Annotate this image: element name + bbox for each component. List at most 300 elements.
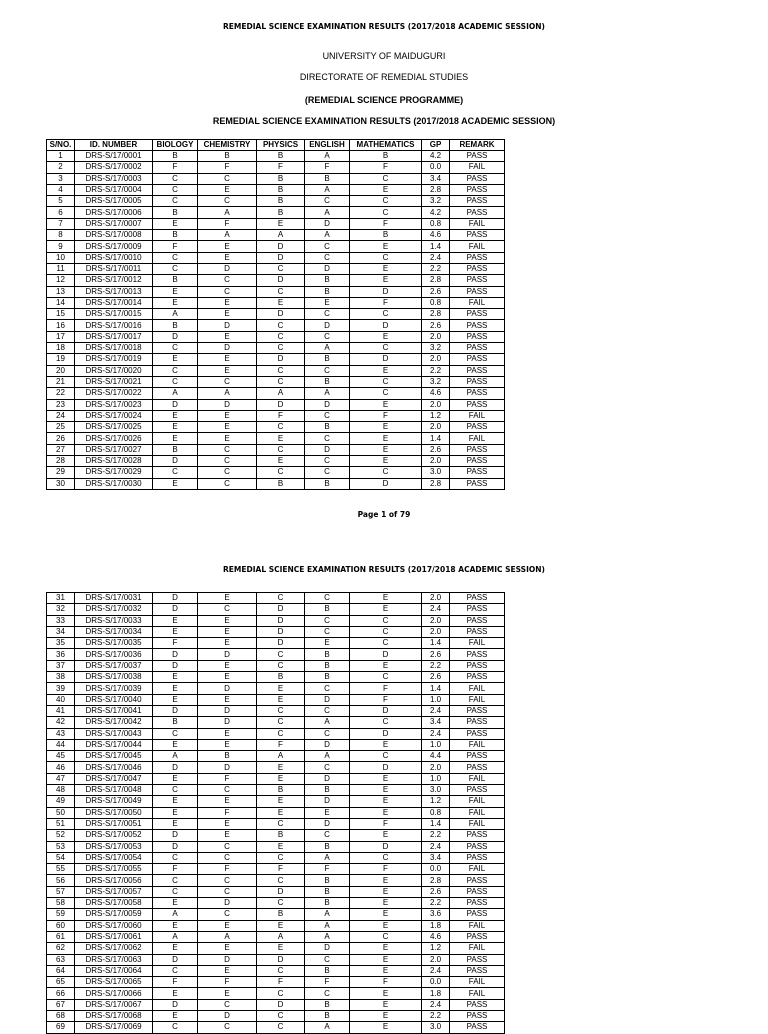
table-row xyxy=(47,965,505,976)
physics-grade-cell: B xyxy=(257,173,305,184)
gp-cell: 2.4 xyxy=(422,728,450,739)
gp-cell: 3.6 xyxy=(422,909,450,920)
remark-cell: PASS xyxy=(450,954,505,965)
english-grade-cell: C xyxy=(305,762,350,773)
id-number-cell: DRS-S/17/0019 xyxy=(75,354,153,365)
sno-cell: 5 xyxy=(47,196,75,207)
biology-grade-cell: E xyxy=(153,1010,198,1021)
mathematics-grade-cell: C xyxy=(350,376,422,387)
id-number-cell: DRS-S/17/0022 xyxy=(75,388,153,399)
english-grade-cell: D xyxy=(305,320,350,331)
gp-cell: 2.0 xyxy=(422,456,450,467)
mathematics-grade-cell: E xyxy=(350,785,422,796)
sno-cell: 10 xyxy=(47,252,75,263)
english-grade-cell: D xyxy=(305,218,350,229)
physics-grade-cell: C xyxy=(257,875,305,886)
biology-grade-cell: C xyxy=(153,467,198,478)
biology-grade-cell: E xyxy=(153,672,198,683)
physics-grade-cell: E xyxy=(257,762,305,773)
table-row xyxy=(47,444,505,455)
id-number-cell: DRS-S/17/0011 xyxy=(75,263,153,274)
mathematics-grade-cell: E xyxy=(350,444,422,455)
gp-cell: 2.0 xyxy=(422,762,450,773)
biology-grade-cell: D xyxy=(153,593,198,604)
gp-cell: 2.0 xyxy=(422,354,450,365)
id-number-cell: DRS-S/17/0039 xyxy=(75,683,153,694)
biology-grade-cell: B xyxy=(153,444,198,455)
remark-cell: FAIL xyxy=(450,773,505,784)
physics-grade-cell: D xyxy=(257,354,305,365)
id-number-cell: DRS-S/17/0044 xyxy=(75,739,153,750)
sno-cell: 35 xyxy=(47,638,75,649)
sno-cell: 33 xyxy=(47,615,75,626)
table-row xyxy=(47,196,505,207)
gp-cell: 2.4 xyxy=(422,999,450,1010)
chemistry-grade-cell: E xyxy=(198,728,257,739)
sno-cell: 27 xyxy=(47,444,75,455)
english-grade-cell: D xyxy=(305,739,350,750)
biology-grade-cell: C xyxy=(153,263,198,274)
id-number-cell: DRS-S/17/0061 xyxy=(75,931,153,942)
remark-cell: FAIL xyxy=(450,241,505,252)
chemistry-grade-cell: E xyxy=(198,615,257,626)
english-grade-cell: B xyxy=(305,672,350,683)
remark-cell: PASS xyxy=(450,456,505,467)
gp-cell: 2.4 xyxy=(422,604,450,615)
mathematics-grade-cell: C xyxy=(350,309,422,320)
sno-cell: 54 xyxy=(47,852,75,863)
sno-cell: 1 xyxy=(47,151,75,162)
remark-cell: PASS xyxy=(450,705,505,716)
remark-cell: PASS xyxy=(450,886,505,897)
mathematics-grade-cell: D xyxy=(350,841,422,852)
english-grade-cell: A xyxy=(305,388,350,399)
remark-cell: PASS xyxy=(450,751,505,762)
physics-grade-cell: B xyxy=(257,207,305,218)
id-number-cell: DRS-S/17/0041 xyxy=(75,705,153,716)
chemistry-grade-cell: E xyxy=(198,694,257,705)
sno-cell: 12 xyxy=(47,275,75,286)
physics-grade-cell: C xyxy=(257,343,305,354)
physics-grade-cell: C xyxy=(257,988,305,999)
gp-cell: 2.0 xyxy=(422,954,450,965)
gp-cell: 0.0 xyxy=(422,977,450,988)
biology-grade-cell: D xyxy=(153,399,198,410)
results-table-body xyxy=(47,151,505,490)
sno-cell: 60 xyxy=(47,920,75,931)
physics-grade-cell: D xyxy=(257,886,305,897)
table-row xyxy=(47,230,505,241)
remark-cell: FAIL xyxy=(450,943,505,954)
english-grade-cell: C xyxy=(305,988,350,999)
table-row xyxy=(47,275,505,286)
column-header-id-number: ID. NUMBER xyxy=(75,140,153,151)
table-row xyxy=(47,909,505,920)
id-number-cell: DRS-S/17/0056 xyxy=(75,875,153,886)
table-row xyxy=(47,241,505,252)
chemistry-grade-cell: D xyxy=(198,898,257,909)
id-number-cell: DRS-S/17/0013 xyxy=(75,286,153,297)
gp-cell: 2.4 xyxy=(422,841,450,852)
biology-grade-cell: E xyxy=(153,920,198,931)
remark-cell: FAIL xyxy=(450,410,505,421)
remark-cell: PASS xyxy=(450,320,505,331)
biology-grade-cell: D xyxy=(153,649,198,660)
page-number: Page 1 of 79 xyxy=(357,510,411,519)
biology-grade-cell: D xyxy=(153,660,198,671)
sno-cell: 66 xyxy=(47,988,75,999)
chemistry-grade-cell: F xyxy=(198,807,257,818)
biology-grade-cell: D xyxy=(153,954,198,965)
chemistry-grade-cell: C xyxy=(198,886,257,897)
biology-grade-cell: E xyxy=(153,796,198,807)
table-row xyxy=(47,626,505,637)
table-row xyxy=(47,841,505,852)
chemistry-grade-cell: E xyxy=(198,626,257,637)
gp-cell: 1.4 xyxy=(422,683,450,694)
chemistry-grade-cell: D xyxy=(198,705,257,716)
physics-grade-cell: E xyxy=(257,297,305,308)
english-grade-cell: A xyxy=(305,920,350,931)
english-grade-cell: D xyxy=(305,796,350,807)
remark-cell: PASS xyxy=(450,852,505,863)
physics-grade-cell: D xyxy=(257,275,305,286)
remark-cell: FAIL xyxy=(450,807,505,818)
chemistry-grade-cell: C xyxy=(198,909,257,920)
table-row xyxy=(47,1022,505,1033)
physics-grade-cell: D xyxy=(257,252,305,263)
mathematics-grade-cell: E xyxy=(350,773,422,784)
sno-cell: 62 xyxy=(47,943,75,954)
mathematics-grade-cell: E xyxy=(350,184,422,195)
gp-cell: 3.0 xyxy=(422,1022,450,1033)
id-number-cell: DRS-S/17/0040 xyxy=(75,694,153,705)
physics-grade-cell: C xyxy=(257,898,305,909)
english-grade-cell: F xyxy=(305,864,350,875)
chemistry-grade-cell: E xyxy=(198,365,257,376)
sno-cell: 7 xyxy=(47,218,75,229)
remark-cell: PASS xyxy=(450,196,505,207)
sno-cell: 42 xyxy=(47,717,75,728)
biology-grade-cell: C xyxy=(153,728,198,739)
table-row xyxy=(47,999,505,1010)
english-grade-cell: A xyxy=(305,717,350,728)
table-row xyxy=(47,898,505,909)
biology-grade-cell: A xyxy=(153,751,198,762)
table-row xyxy=(47,977,505,988)
column-header-remark: REMARK xyxy=(450,140,505,151)
english-grade-cell: B xyxy=(305,785,350,796)
id-number-cell: DRS-S/17/0057 xyxy=(75,886,153,897)
english-grade-cell: C xyxy=(305,683,350,694)
remark-cell: PASS xyxy=(450,478,505,489)
remark-cell: FAIL xyxy=(450,864,505,875)
chemistry-grade-cell: E xyxy=(198,184,257,195)
english-grade-cell: A xyxy=(305,207,350,218)
table-row xyxy=(47,343,505,354)
chemistry-grade-cell: C xyxy=(198,852,257,863)
biology-grade-cell: A xyxy=(153,309,198,320)
sno-cell: 30 xyxy=(47,478,75,489)
remark-cell: FAIL xyxy=(450,988,505,999)
biology-grade-cell: F xyxy=(153,162,198,173)
id-number-cell: DRS-S/17/0062 xyxy=(75,943,153,954)
remark-cell: FAIL xyxy=(450,297,505,308)
chemistry-grade-cell: E xyxy=(198,796,257,807)
mathematics-grade-cell: B xyxy=(350,151,422,162)
table-row xyxy=(47,297,505,308)
column-header-biology: BIOLOGY xyxy=(153,140,198,151)
table-row xyxy=(47,207,505,218)
english-grade-cell: A xyxy=(305,230,350,241)
mathematics-grade-cell: E xyxy=(350,331,422,342)
gp-cell: 1.8 xyxy=(422,988,450,999)
table-row xyxy=(47,151,505,162)
english-grade-cell: C xyxy=(305,615,350,626)
table-row xyxy=(47,785,505,796)
biology-grade-cell: E xyxy=(153,615,198,626)
sno-cell: 26 xyxy=(47,433,75,444)
id-number-cell: DRS-S/17/0042 xyxy=(75,717,153,728)
english-grade-cell: A xyxy=(305,852,350,863)
gp-cell: 1.0 xyxy=(422,694,450,705)
chemistry-grade-cell: C xyxy=(198,604,257,615)
id-number-cell: DRS-S/17/0049 xyxy=(75,796,153,807)
english-grade-cell: C xyxy=(305,830,350,841)
table-row xyxy=(47,739,505,750)
remark-cell: PASS xyxy=(450,728,505,739)
id-number-cell: DRS-S/17/0009 xyxy=(75,241,153,252)
table-row xyxy=(47,173,505,184)
remark-cell: PASS xyxy=(450,388,505,399)
id-number-cell: DRS-S/17/0036 xyxy=(75,649,153,660)
sno-cell: 22 xyxy=(47,388,75,399)
physics-grade-cell: D xyxy=(257,999,305,1010)
mathematics-grade-cell: E xyxy=(350,604,422,615)
id-number-cell: DRS-S/17/0010 xyxy=(75,252,153,263)
mathematics-grade-cell: E xyxy=(350,954,422,965)
table-row xyxy=(47,286,505,297)
mathematics-grade-cell: F xyxy=(350,683,422,694)
table-row xyxy=(47,410,505,421)
gp-cell: 3.2 xyxy=(422,196,450,207)
table-row xyxy=(47,683,505,694)
english-grade-cell: C xyxy=(305,410,350,421)
id-number-cell: DRS-S/17/0046 xyxy=(75,762,153,773)
remark-cell: FAIL xyxy=(450,977,505,988)
id-number-cell: DRS-S/17/0025 xyxy=(75,422,153,433)
gp-cell: 0.0 xyxy=(422,864,450,875)
physics-grade-cell: C xyxy=(257,1010,305,1021)
physics-grade-cell: C xyxy=(257,965,305,976)
remark-cell: FAIL xyxy=(450,739,505,750)
gp-cell: 1.2 xyxy=(422,796,450,807)
chemistry-grade-cell: E xyxy=(198,818,257,829)
english-grade-cell: C xyxy=(305,705,350,716)
biology-grade-cell: E xyxy=(153,297,198,308)
column-header-mathematics: MATHEMATICS xyxy=(350,140,422,151)
remark-cell: PASS xyxy=(450,184,505,195)
sno-cell: 58 xyxy=(47,898,75,909)
english-grade-cell: B xyxy=(305,478,350,489)
physics-grade-cell: C xyxy=(257,331,305,342)
gp-cell: 1.0 xyxy=(422,773,450,784)
id-number-cell: DRS-S/17/0065 xyxy=(75,977,153,988)
remark-cell: PASS xyxy=(450,1010,505,1021)
gp-cell: 4.6 xyxy=(422,230,450,241)
physics-grade-cell: F xyxy=(257,977,305,988)
mathematics-grade-cell: B xyxy=(350,230,422,241)
sno-cell: 61 xyxy=(47,931,75,942)
table-row xyxy=(47,615,505,626)
chemistry-grade-cell: D xyxy=(198,683,257,694)
mathematics-grade-cell: C xyxy=(350,173,422,184)
chemistry-grade-cell: E xyxy=(198,830,257,841)
sno-cell: 52 xyxy=(47,830,75,841)
results-table-body xyxy=(47,593,505,1034)
english-grade-cell: A xyxy=(305,909,350,920)
remark-cell: FAIL xyxy=(450,796,505,807)
id-number-cell: DRS-S/17/0037 xyxy=(75,660,153,671)
physics-grade-cell: E xyxy=(257,456,305,467)
gp-cell: 3.4 xyxy=(422,717,450,728)
sno-cell: 6 xyxy=(47,207,75,218)
remark-cell: PASS xyxy=(450,252,505,263)
physics-grade-cell: C xyxy=(257,728,305,739)
table-row xyxy=(47,807,505,818)
chemistry-grade-cell: F xyxy=(198,218,257,229)
sno-cell: 64 xyxy=(47,965,75,976)
mathematics-grade-cell: F xyxy=(350,162,422,173)
mathematics-grade-cell: E xyxy=(350,433,422,444)
gp-cell: 2.8 xyxy=(422,275,450,286)
id-number-cell: DRS-S/17/0052 xyxy=(75,830,153,841)
english-grade-cell: B xyxy=(305,354,350,365)
sno-cell: 36 xyxy=(47,649,75,660)
table-row xyxy=(47,593,505,604)
physics-grade-cell: C xyxy=(257,422,305,433)
chemistry-grade-cell: D xyxy=(198,399,257,410)
physics-grade-cell: C xyxy=(257,649,305,660)
running-header: REMEDIAL SCIENCE EXAMINATION RESULTS (2017/2018 ACADEMIC SESSION) xyxy=(223,565,545,574)
id-number-cell: DRS-S/17/0014 xyxy=(75,297,153,308)
table-row xyxy=(47,456,505,467)
chemistry-grade-cell: C xyxy=(198,1022,257,1033)
mathematics-grade-cell: F xyxy=(350,977,422,988)
table-row xyxy=(47,376,505,387)
english-grade-cell: C xyxy=(305,626,350,637)
sno-cell: 51 xyxy=(47,818,75,829)
physics-grade-cell: B xyxy=(257,785,305,796)
remark-cell: FAIL xyxy=(450,818,505,829)
biology-grade-cell: D xyxy=(153,456,198,467)
table-row xyxy=(47,886,505,897)
mathematics-grade-cell: C xyxy=(350,343,422,354)
chemistry-grade-cell: A xyxy=(198,388,257,399)
chemistry-grade-cell: E xyxy=(198,241,257,252)
biology-grade-cell: B xyxy=(153,717,198,728)
remark-cell: PASS xyxy=(450,931,505,942)
table-row xyxy=(47,354,505,365)
remark-cell: PASS xyxy=(450,604,505,615)
table-row xyxy=(47,309,505,320)
gp-cell: 0.8 xyxy=(422,218,450,229)
remark-cell: FAIL xyxy=(450,683,505,694)
chemistry-grade-cell: C xyxy=(198,275,257,286)
biology-grade-cell: D xyxy=(153,705,198,716)
physics-grade-cell: C xyxy=(257,717,305,728)
english-grade-cell: D xyxy=(305,943,350,954)
sno-cell: 24 xyxy=(47,410,75,421)
remark-cell: PASS xyxy=(450,660,505,671)
physics-grade-cell: E xyxy=(257,943,305,954)
gp-cell: 4.6 xyxy=(422,388,450,399)
biology-grade-cell: C xyxy=(153,365,198,376)
remark-cell: PASS xyxy=(450,875,505,886)
chemistry-grade-cell: F xyxy=(198,864,257,875)
sno-cell: 39 xyxy=(47,683,75,694)
id-number-cell: DRS-S/17/0066 xyxy=(75,988,153,999)
mathematics-grade-cell: E xyxy=(350,739,422,750)
chemistry-grade-cell: F xyxy=(198,977,257,988)
chemistry-grade-cell: C xyxy=(198,841,257,852)
chemistry-grade-cell: E xyxy=(198,660,257,671)
gp-cell: 3.0 xyxy=(422,467,450,478)
remark-cell: PASS xyxy=(450,173,505,184)
biology-grade-cell: C xyxy=(153,875,198,886)
english-grade-cell: D xyxy=(305,263,350,274)
physics-grade-cell: C xyxy=(257,1022,305,1033)
english-grade-cell: B xyxy=(305,886,350,897)
remark-cell: FAIL xyxy=(450,162,505,173)
physics-grade-cell: C xyxy=(257,593,305,604)
id-number-cell: DRS-S/17/0012 xyxy=(75,275,153,286)
column-header-physics: PHYSICS xyxy=(257,140,305,151)
gp-cell: 1.2 xyxy=(422,410,450,421)
physics-grade-cell: B xyxy=(257,478,305,489)
table-row xyxy=(47,705,505,716)
english-grade-cell: B xyxy=(305,841,350,852)
physics-grade-cell: C xyxy=(257,818,305,829)
gp-cell: 2.6 xyxy=(422,444,450,455)
biology-grade-cell: C xyxy=(153,1022,198,1033)
physics-grade-cell: C xyxy=(257,320,305,331)
table-row xyxy=(47,660,505,671)
gp-cell: 1.8 xyxy=(422,920,450,931)
sno-cell: 18 xyxy=(47,343,75,354)
sno-cell: 17 xyxy=(47,331,75,342)
sno-cell: 9 xyxy=(47,241,75,252)
id-number-cell: DRS-S/17/0007 xyxy=(75,218,153,229)
mathematics-grade-cell: F xyxy=(350,218,422,229)
english-grade-cell: B xyxy=(305,286,350,297)
sno-cell: 48 xyxy=(47,785,75,796)
gp-cell: 1.2 xyxy=(422,943,450,954)
biology-grade-cell: B xyxy=(153,230,198,241)
physics-grade-cell: A xyxy=(257,230,305,241)
biology-grade-cell: E xyxy=(153,433,198,444)
physics-grade-cell: E xyxy=(257,694,305,705)
gp-cell: 4.4 xyxy=(422,751,450,762)
id-number-cell: DRS-S/17/0004 xyxy=(75,184,153,195)
physics-grade-cell: D xyxy=(257,954,305,965)
table-row xyxy=(47,694,505,705)
english-grade-cell: A xyxy=(305,184,350,195)
gp-cell: 1.4 xyxy=(422,638,450,649)
chemistry-grade-cell: E xyxy=(198,331,257,342)
sno-cell: 57 xyxy=(47,886,75,897)
sno-cell: 32 xyxy=(47,604,75,615)
